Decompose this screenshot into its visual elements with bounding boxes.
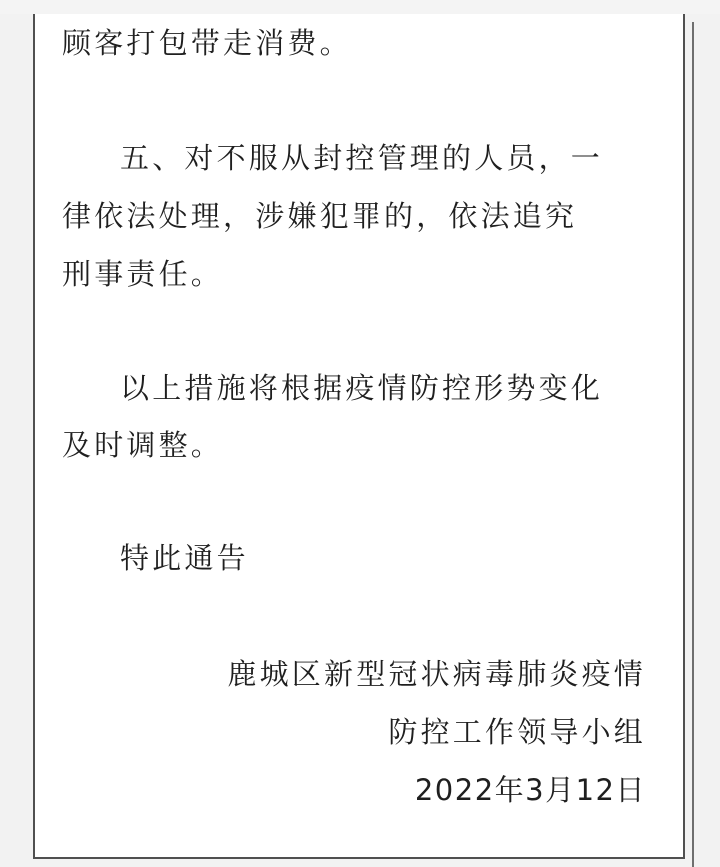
paragraph-6-line-2: 及时调整。 bbox=[62, 428, 224, 462]
notice-closing: 特此通告 bbox=[120, 541, 249, 575]
paragraph-5-line-1: 五、对不服从封控管理的人员，一 bbox=[120, 141, 604, 175]
paragraph-5-line-3: 刑事责任。 bbox=[62, 257, 224, 291]
paragraph-5-line-2: 律依法处理，涉嫌犯罪的，依法追究 bbox=[62, 199, 578, 233]
issue-date: 2022年3月12日 bbox=[414, 773, 646, 807]
issuer-line-1: 鹿城区新型冠状病毒肺炎疫情 bbox=[227, 657, 646, 691]
top-strip bbox=[0, 0, 720, 14]
paragraph-line: 顾客打包带走消费。 bbox=[62, 26, 352, 60]
issuer-line-2: 防控工作领导小组 bbox=[388, 715, 646, 749]
paragraph-6-line-1: 以上措施将根据疫情防控形势变化 bbox=[120, 371, 604, 405]
